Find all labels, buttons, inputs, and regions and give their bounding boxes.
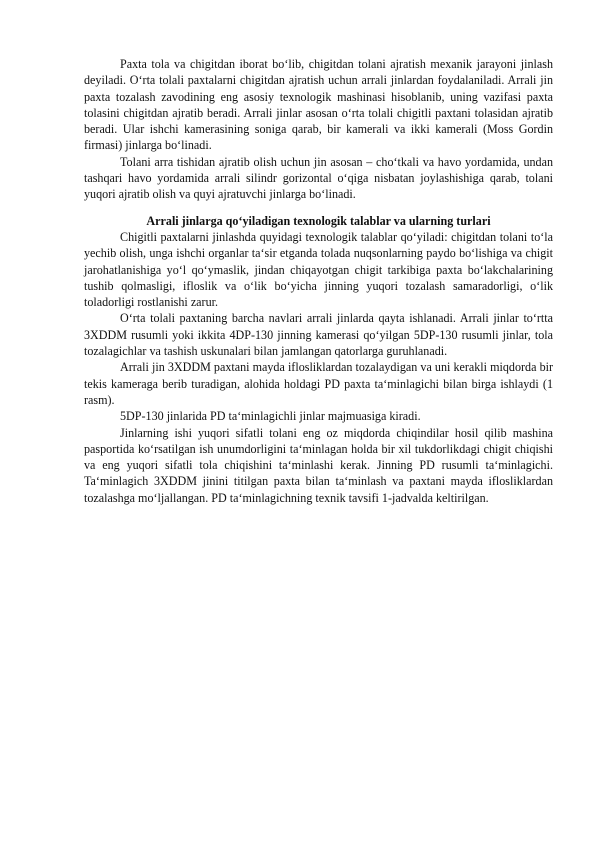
paragraph-5dp130: 5DP-130 jinlarida PD ta‘minlagichli jinlar majmuasiga kiradi. xyxy=(120,409,421,424)
section-heading: Arrali jinlarga qo‘yiladigan texnologik talablar va ularning turlari xyxy=(146,213,491,228)
paragraph-gin-quality: Jinlarning ishi yuqori sifatli tolani eng oz miqdorda chiqindilar hosil qilib mashina pasportida ko‘rsatilgan ish unumdorligini ta‘minlagan holda bir xil tukdorlikdagi chigit chiqishi va eng yuqori sifatli tola chiqishini ta‘minlashi kerak. Jinning PD rusumli ta‘minlagichi. Ta‘minlagich 3XDDM jinini titilgan paxta bilan ta‘minlash va paxtani mayda iflosliklardan tozalashga mo‘ljallangan. PD ta‘minlagichning texnik tavsifi 1-jadvalda keltirilgan. xyxy=(84,425,553,505)
paragraph-3xddm-feeder: Arrali jin 3XDDM paxtani mayda iflosliklardan tozalaydigan va uni kerakli miqdorda bir tekis kameraga berib turadigan, alohida holdagi PD paxta ta‘minlagichi bilan birga ishlaydi (1 rasm). xyxy=(84,360,553,407)
paragraph-ginning-definition: Paxta tola va chigitdan iborat bo‘lib, chigitdan tolani ajratish mexanik jarayoni jinlash deyiladi. O‘rta tolali paxtalarni chigitdan ajratish uchun arrali jinlardan foydalaniladi. Arrali jin paxta tozalash zavodining eng asosiy texnologik mashinasi hisoblanib, uning vazifasi paxta tolasini chigitdan ajratib beradi. Arrali jinlar asosan o‘rta tolali chigitli paxtani tolasidan ajratib beradi. Ular ishchi kamerasining soniga qarab, bir kamerali va ikki kamerali (Moss Gordin firmasi) jinlarga bo‘linadi. xyxy=(84,57,553,153)
document-page xyxy=(84,56,553,506)
paragraph-technological-requirements: Chigitli paxtalarni jinlashda quyidagi texnologik talablar qo‘yiladi: chigitdan tolani to‘la yechib olish, unga ishchi organlar ta‘sir etganda tolada nuqsonlarning paydo bo‘lishiga va chigit jarohatlanishiga yo‘l qo‘ymaslik, jindan chiqayotgan chigit tarkibiga paxta bo‘lakchalarining tushib qolmasligi, ifloslik va o‘lik bo‘yicha jinning yuqori tozalash samaradorligi, o‘lik toladorligi rostlanishi zarur. xyxy=(84,229,553,310)
paragraph-fiber-separation: Tolani arra tishidan ajratib olish uchun jin asosan – cho‘tkali va havo yordamida, undan tashqari havo yordamida arrali silindr gorizontal o‘qiga nisbatan joylashishiga qarab, tolani yuqori ajratib olish va quyi ajratuvchi jinlarga bo‘linadi. xyxy=(84,154,553,202)
paragraph-gin-grouping: O‘rta tolali paxtaning barcha navlari arrali jinlarda qayta ishlanadi. Arrali jinlar to‘rtta 3XDDM rusumli yoki ikkita 4DP-130 jinning kamerasi qo‘yilgan 5DP-130 rusumli jinlar, tola tozalagichlar va tashish uskunalari bilan jamlangan qatorlarga guruhlanadi. xyxy=(84,311,553,359)
